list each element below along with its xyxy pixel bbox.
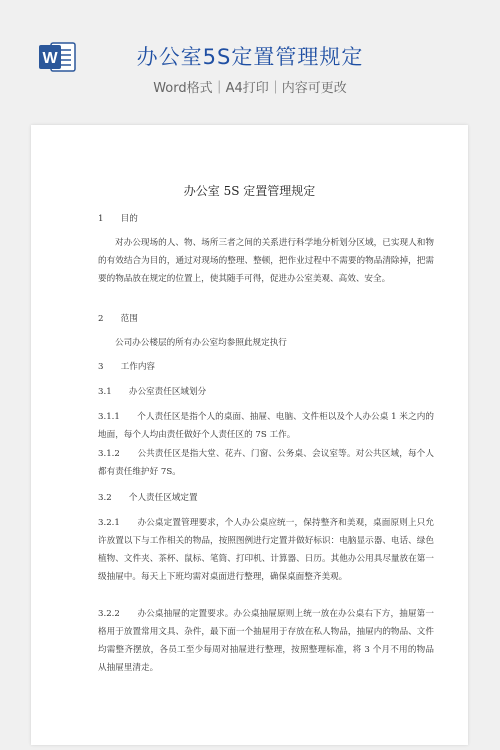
section-heading: 1 目的 xyxy=(98,214,138,224)
section-heading: 2 范围 xyxy=(98,314,138,324)
page-title: 办公室5S定置管理规定 xyxy=(136,45,364,69)
subsection-heading: 3.1 办公室责任区域划分 xyxy=(98,387,207,397)
page-subtitle: Word格式｜A4打印｜内容可更改 xyxy=(153,81,347,96)
paragraph: 对办公现场的人、物、场所三者之间的关系进行科学地分析划分区域，已实现人和物的有效结合为目的，通过对现场的整理、整顿，把作业过程中不需要的物品清除掉，把需要的物品放在规定的位置上，使其随手可得，促进办公室美观、高效、安全。 xyxy=(98,238,434,284)
document-page xyxy=(31,125,468,745)
subsection-heading: 3.2 个人责任区域定置 xyxy=(98,493,198,503)
paragraph: 公司办公楼层的所有办公室均参照此规定执行 xyxy=(115,338,287,348)
paragraph: 3.2.2 办公桌抽屉的定置要求。办公桌抽屉原则上统一放在办公桌右下方，抽屉第一格用于放置常用文具、杂件，最下面一个抽屉用于存放在私人物品，抽屉内的物品、文件均需整齐摆放，各员工至少每周对抽屉进行整理，按照整理标准，将 3 个月不用的物品从抽屉里清走。 xyxy=(98,609,434,673)
paragraph: 3.2.1 办公桌定置管理要求，个人办公桌应统一，保持整齐和美观，桌面原则上只允许放置以下与工作相关的物品，按照图例进行定置并做好标识：电脑显示器、电话、绿色植物、文件夹、茶杯、鼠标、笔筒、打印机、计算器、日历。其他办公用具尽量放在第一级抽屉中。每天上下班均需对桌面进行整理，确保桌面整齐美观。 xyxy=(98,518,434,582)
section-heading: 3 工作内容 xyxy=(98,362,156,372)
page-header xyxy=(0,0,500,125)
paragraph: 3.1.2 公共责任区是指大堂、花卉、门窗、公务桌、会议室等。对公共区域，每个人都有责任维护好 7S。 xyxy=(98,449,434,477)
document-title: 办公室 5S 定置管理规定 xyxy=(183,184,316,198)
word-icon-letter: W xyxy=(42,50,58,67)
paragraph: 3.1.1 个人责任区是指个人的桌面、抽屉、电脑、文件柜以及个人办公桌 1 米之内的地面，每个人均由责任做好个人责任区的 7S 工作。 xyxy=(98,412,434,440)
